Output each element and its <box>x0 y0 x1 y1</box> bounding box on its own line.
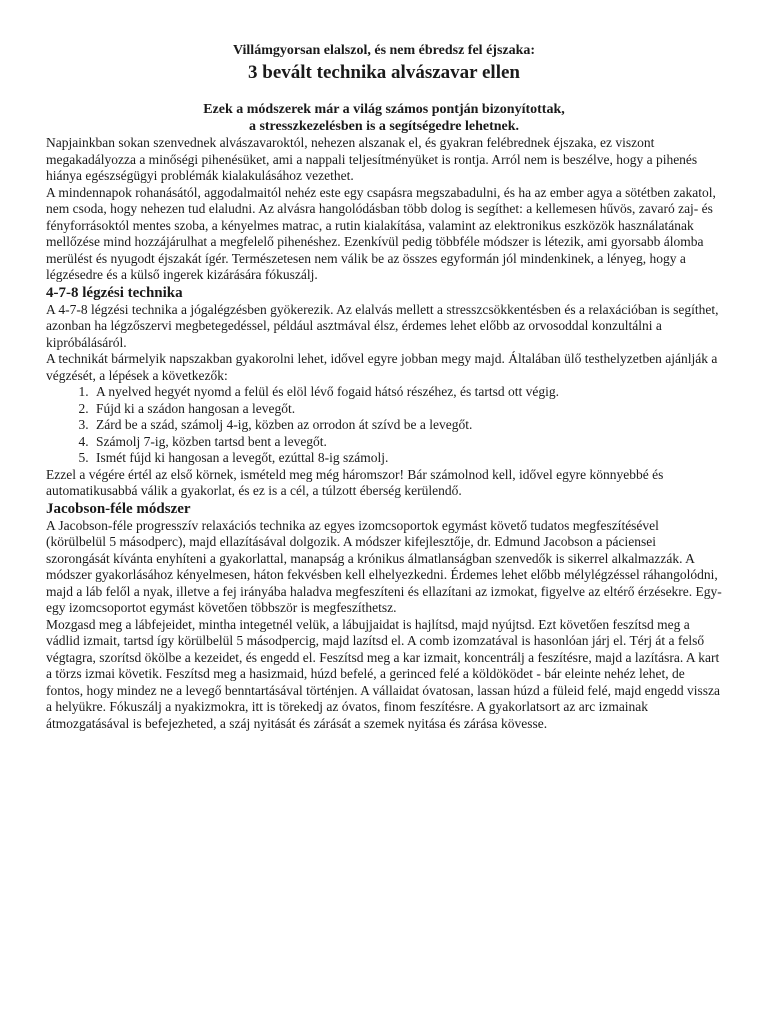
intro-paragraph-1: Napjainkban sokan szenvednek alvászavaroktól, nehezen alszanak el, és gyakran felébrednek éjszaka, ez viszont megakadályozza a minőségi pihenésüket, ami a nappali teljesítményüket is rontja. Arról nem is beszélve, hogy a pihenés hiánya egészségügyi problémák kialakulásához vezethet. <box>46 135 698 183</box>
list-item: 4. Számolj 7-ig, közben tartsd bent a levegőt. <box>92 434 722 451</box>
section2-paragraph-1: A Jacobson-féle progresszív relaxációs technika az egyes izomcsoportok egymást követő tudatos megfeszítésével (körülbelül 5 másodperc), majd ellazításával dolgozik. A módszer kifejlesztője, dr. Edmund Jacobson a páciensei szorongását kívánta enyhíteni a gyakorlattal, manapság a krónikus álmatlanságban szenvedők is sikerrel alkalmazzák. A módszer gyakorlásához kényelmesen, háton fekvésben kell elhelyezkedni. Érdemes lehet előbb mélylégzéssel ráhangolódni, majd a láb felől a nyak, illetve a fej irányába haladva megfeszíteni és ellazítani az izmokat, figyelve az eltérő érzésekre. Egy-egy izomcsoportot egymást követően többször is megfeszíthetsz. <box>46 517 722 615</box>
section1-paragraph-2: A technikát bármelyik napszakban gyakorolni lehet, idővel egyre jobban megy majd. Általában ülő testhelyzetben ajánlják a végzését, a lépések a következők: <box>46 351 718 383</box>
article-subtitle <box>46 101 722 135</box>
section1-paragraph-1: A 4-7-8 légzési technika a jógalégzésben gyökerezik. Az elalvás mellett a stresszcsökkentésben és a relaxációban is segíthet, azonban ha légzőszervi megbetegedéssel, például asztmával élsz, érdemes lehet előbb az orvosoddal konzultálni a kipróbálásáról. <box>46 301 719 350</box>
section1-paragraph-3: Ezzel a végére értél az első körnek, ismételd meg még háromszor! Bár számolnod kell, idővel egyre könnyebbé és automatikusabbá válik a gyakorlat, és ez is a cél, a túlzott éberség kerülendő. <box>46 466 664 498</box>
section2-paragraph-2: Mozgasd meg a lábfejeidet, mintha integetnél velük, a lábujjaidat is hajlítsd, majd nyújtsd. Ezt követően feszítsd meg a vádlid izmait, tartsd így körülbelül 5 másodpercig, majd lazítsd el. A comb izomzatával is hasonlóan járj el. Térj át a felső végtagra, szorítsd ökölbe a kezeidet, és engedd el. Feszítsd meg a kar izmait, koncentrálj a feszítésre, majd a lazításra. A kart a törzs izmai követik. Feszítsd meg a hasizmaid, húzd befelé, a gerinced felé a köldöködet - bár eleinte nehéz lehet, de fontos, hogy mindez ne a levegő benntartásával történjen. A vállaidat óvatosan, lassan húzd a füleid felé, majd engedd vissza a helyükre. Fókuszálj a nyakizmokra, itt is törekedj az óvatos, finom feszítésre. A gyakorlatsort az arc izmainak átmozgatásával is befejezheted, a száj nyitását és zárását a szemek nyitása és zárása kövesse. <box>46 616 721 731</box>
section-heading-jacobson: Jacobson-féle módszer <box>46 500 191 517</box>
breathing-steps-list <box>46 384 722 467</box>
section-heading-478: 4-7-8 légzési technika <box>46 284 183 301</box>
article-kicker: Villámgyorsan elalszol, és nem ébredsz fel éjszaka: <box>232 43 536 58</box>
list-item: 5. Ismét fújd ki hangosan a levegőt, ezúttal 8-ig számolj. <box>92 450 722 467</box>
list-item: 3. Zárd be a szád, számolj 4-ig, közben az orrodon át szívd be a levegőt. <box>92 417 722 434</box>
intro-paragraph-2: A mindennapok rohanásától, aggodalmaitól nehéz este egy csapásra megszabadulni, és ha az ember agya a sötétben zakatol, nem csoda, hogy nehezen tud elaludni. Az alvásra hangolódásban több dolog is segíthet: a kellemesen hűvös, zavaró zaj- és fényforrásoktól mentes szoba, a kényelmes matrac, a rutin kialakítása, valamint az elektronikus eszközök használatának mellőzése mind hozzájárulhat a megfelelő pihenéshez. Ezenkívül pedig többféle módszer is létezik, ami gyorsabb álomba merülést és nyugodt éjszakát ígér. Természetesen nem válik be az összes egyformán jól mindenkinek, a lényeg, hogy a légzésedre és a külső ingerek kizárására fókuszálj. <box>46 184 716 282</box>
list-item: 2. Fújd ki a szádon hangosan a levegőt. <box>92 401 722 418</box>
subtitle-line-2: a stresszkezelésben is a segítségedre lehetnek. <box>248 119 520 134</box>
list-item: 1. A nyelved hegyét nyomd a felül és elöl lévő fogaid hátsó részéhez, és tartsd ott végig. <box>92 384 722 401</box>
article-title: 3 bevált technika alvászavar ellen <box>248 62 520 83</box>
subtitle-line-1: Ezek a módszerek már a világ számos pontján bizonyítottak, <box>203 102 565 117</box>
